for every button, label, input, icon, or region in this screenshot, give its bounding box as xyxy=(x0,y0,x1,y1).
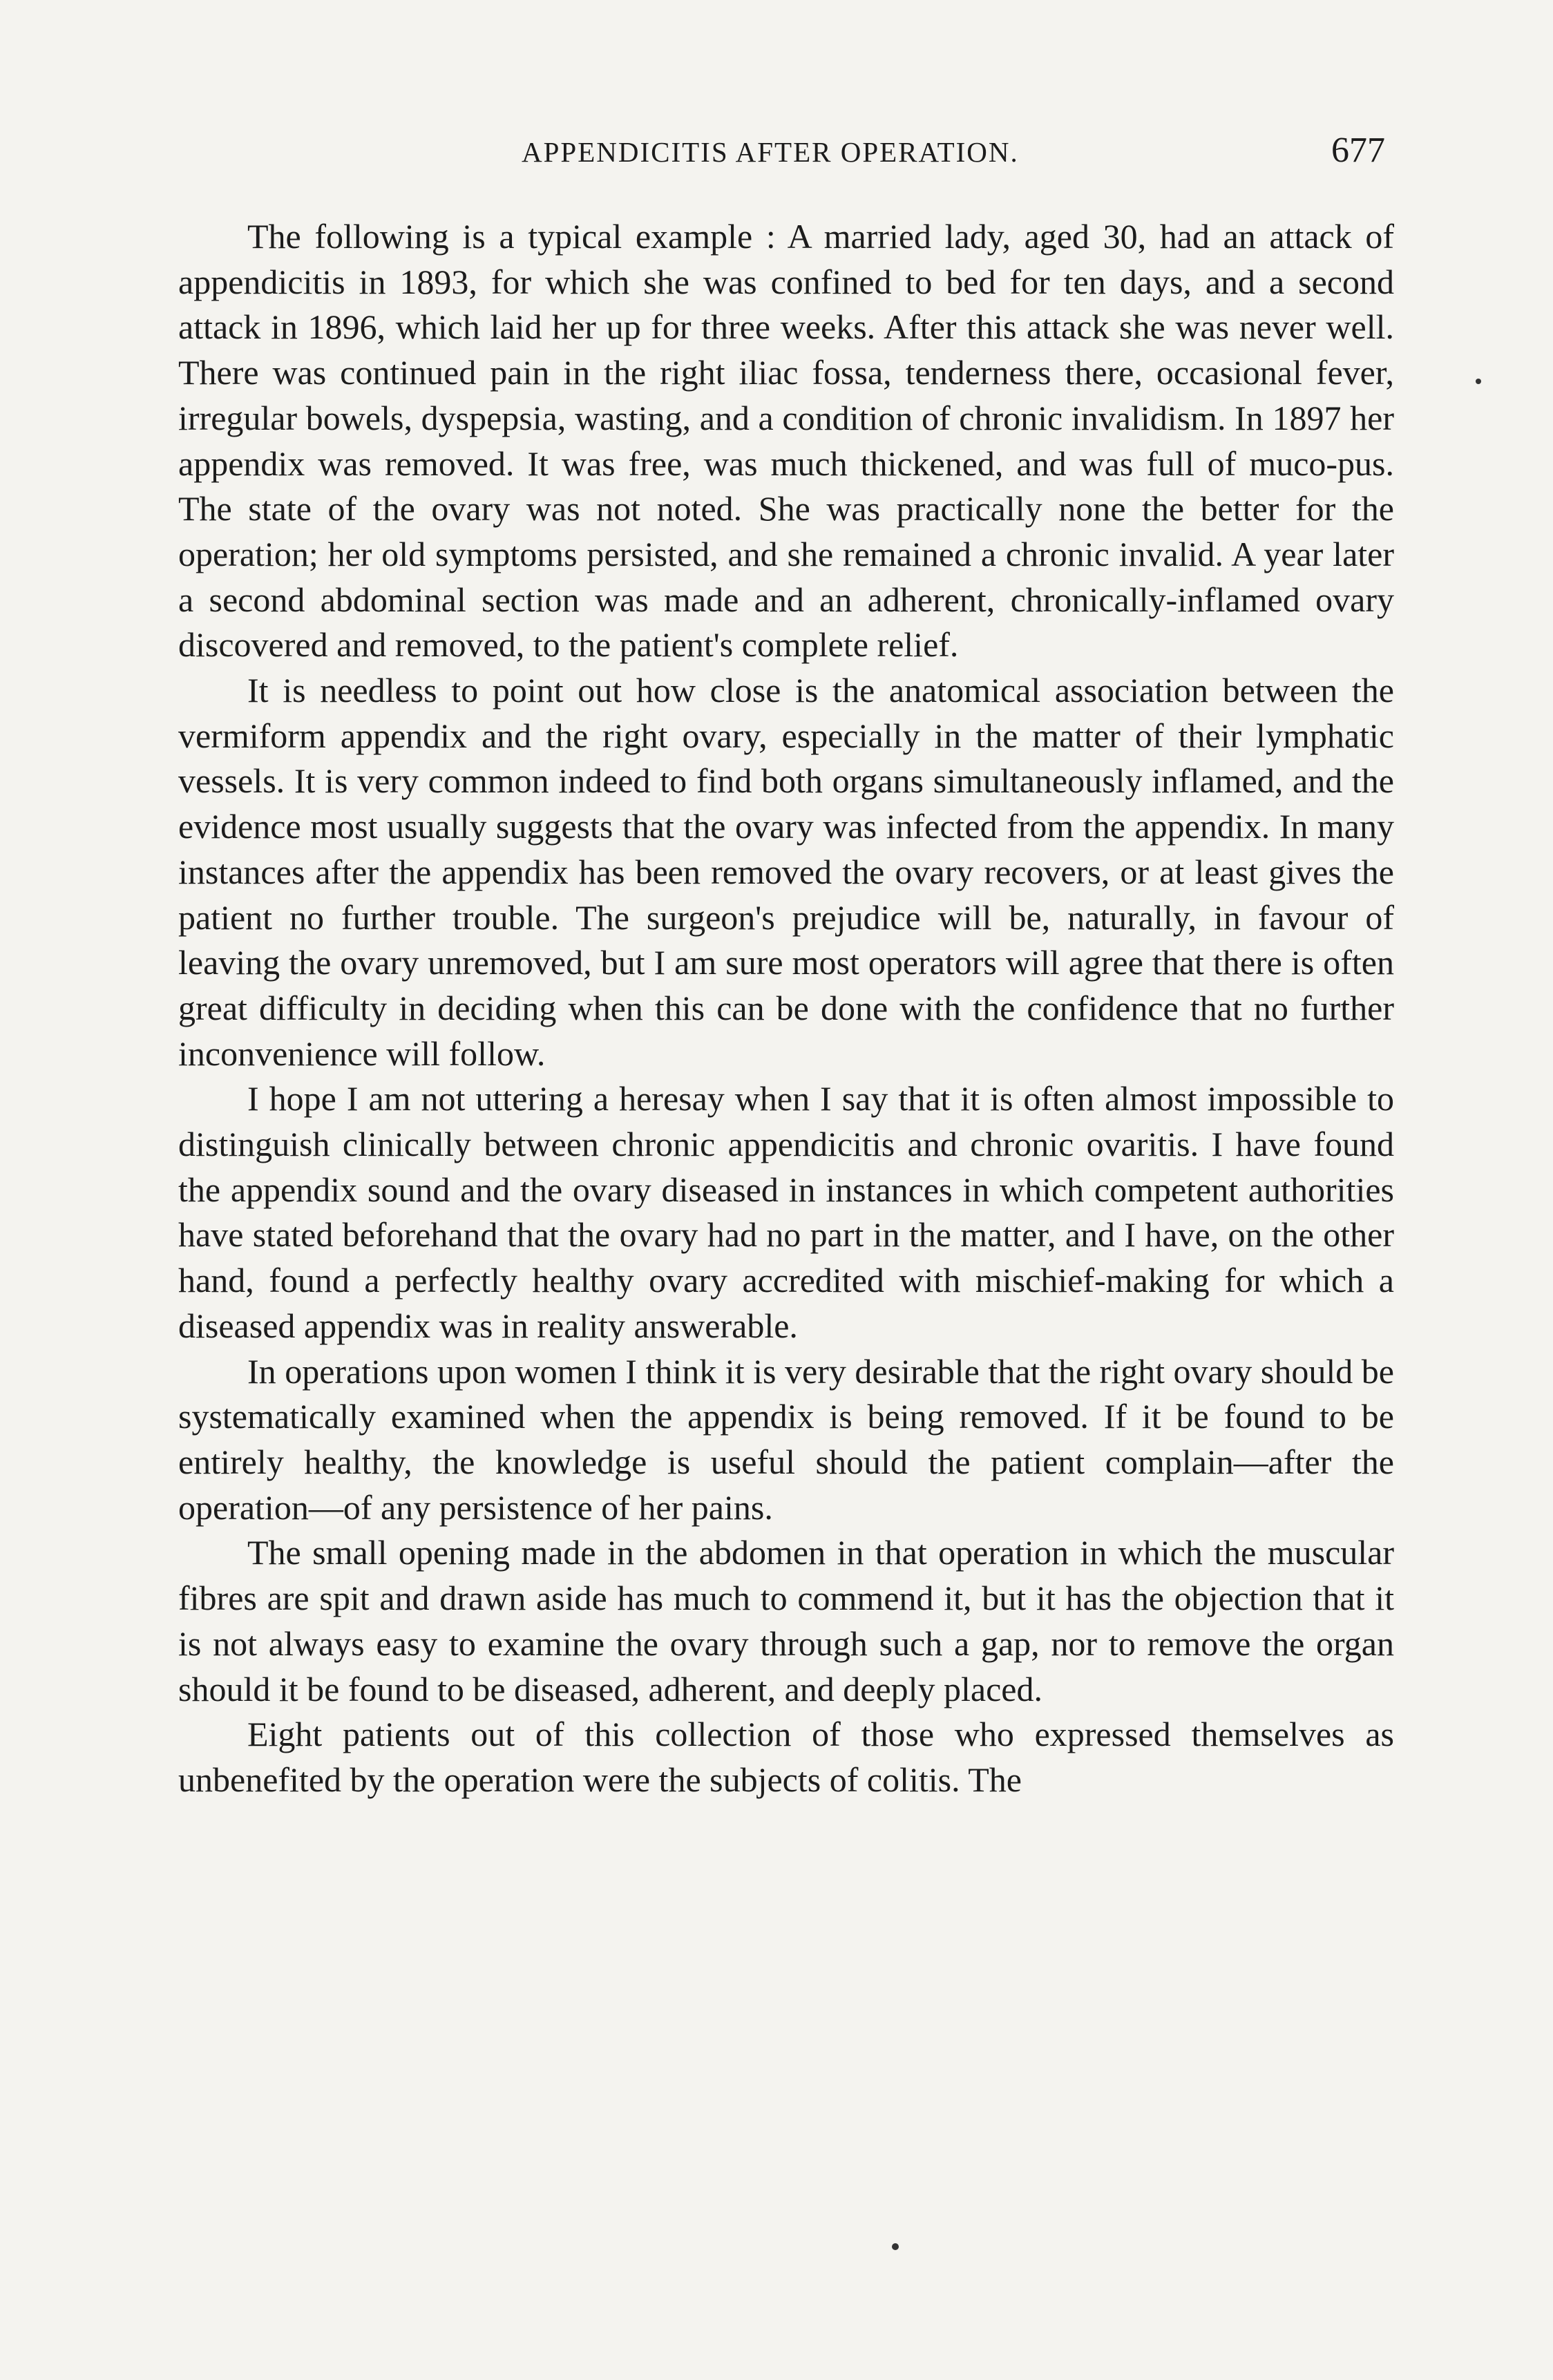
running-title: APPENDICITIS AFTER OPERATION. xyxy=(522,136,1019,168)
paragraph-example-case: The following is a typical example : A married lady, aged 30, had an attack of appendicitis in 1893, for which she was confined to bed for ten days, and a second attack in 1896, which laid her up for three weeks. After this attack she was never well. There was continued pain in the right iliac fossa, tenderness there, occasional fever, irregular bowels, dyspepsia, wasting, and a condition of chronic invalidism. In 1897 her appendix was removed. It was free, was much thickened, and was full of muco-pus. The state of the ovary was not noted. She was practically none the better for the operation; her old symptoms persisted, and she remained a chronic invalid. A year later a second abdominal section was made and an adherent, chronically-inflamed ovary discovered and removed, to the patient's complete relief. xyxy=(178,217,1394,665)
paragraph-colitis-patients: Eight patients out of this collection of those who expressed themselves as unbenefited by the operation were the subjects of colitis. The xyxy=(178,1715,1394,1799)
paragraph-anatomical-association: It is needless to point out how close is the anatomical association between the vermiform appendix and the right ovary, especially in the matter of their lymphatic vessels. It is very common indeed to find both organs simultaneously inflamed, and the evidence most usually suggests that the ovary was infected from the appendix. In many instances after the appendix has been removed the ovary recovers, or at least gives the patient no further trouble. The surgeon's prejudice will be, naturally, in favour of leaving the ovary unremoved, but I am sure most operators will agree that there is often great difficulty in deciding when this can be done with the confidence that no further inconvenience will follow. xyxy=(178,671,1394,1073)
paragraph-ovary-examination: In operations upon women I think it is very desirable that the right ovary should be systematically examined when the appendix is being removed. If it be found to be entirely healthy, the knowledge is useful should the patient complain—after the operation—of any persistence of her pains. xyxy=(178,1351,1394,1527)
paragraph-clinical-distinction: I hope I am not uttering a heresay when I say that it is often almost impossible to distinguish clinically between chronic appendicitis and chronic ovaritis. I have found the appendix sound and the ovary diseased in instances in which competent authorities have stated beforehand that the ovary had no part in the matter, and I have, on the other hand, found a perfectly healthy ovary accredited with mischief-making for which a diseased appendix was in reality answerable. xyxy=(178,1079,1394,1345)
ink-speck xyxy=(892,2243,899,2250)
ink-speck xyxy=(1476,379,1481,384)
paragraph-small-opening: The small opening made in the abdomen in that operation in which the muscular fibres are spit and drawn aside has much to commend it, but it has the objection that it is not always easy to examine the ovary through such a gap, nor to remove the organ should it be found to be diseased, adherent, and deeply placed. xyxy=(178,1533,1394,1708)
page-number: 677 xyxy=(1331,131,1385,170)
